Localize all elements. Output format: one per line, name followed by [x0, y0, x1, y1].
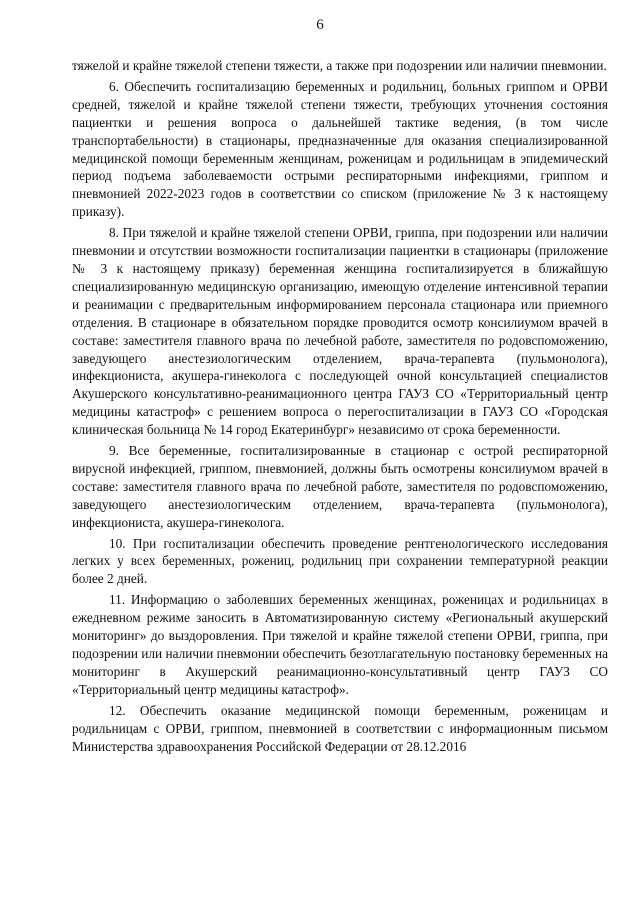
page-number: 6 — [316, 17, 324, 33]
document-body — [72, 57, 608, 758]
paragraph-item-9: 9. Все беременные, госпитализированные в стационар с острой респираторной вирусной инфекцией, гриппом, пневмонией, должны быть осмотрены консилиумом врачей в составе: заместителя главного врача по лечебной работе, заместителя по родовспоможению, заведующего анестезиологическим отделением, врача-терапевта (пульмонолога), инфекциониста, акушера-гинеколога. — [72, 443, 608, 530]
paragraph-item-8: 8. При тяжелой и крайне тяжелой степени ОРВИ, гриппа, при подозрении или наличии пневмонии и отсутствии возможности госпитализации пациентки в стационары (приложение № 3 к настоящему приказу) беременная женщина госпитализируется в ближайшую специализированную медицинскую организацию, имеющую отделение интенсивной терапии и реанимации с предварительным информированием персонала стационара или приемного отделения. В стационаре в обязательном порядке проводится осмотр консилиумом врачей в составе: заместителя главного врача по лечебной работе, заместителя по родовспоможению, заведующего анестезиологическим отделением, врача-терапевта (пульмонолога), инфекциониста, акушера-гинеколога с последующей очной консультацией специалистов Акушерского консультативно-реанимационного центра ГАУЗ СО «Территориальный центр медицины катастроф» с решением вопроса о перегоспитализации в ГАУЗ СО «Городская клиническая больница № 14 город Екатеринбург» независимо от срока беременности. — [72, 225, 608, 438]
paragraph-continuation: тяжелой и крайне тяжелой степени тяжести, а также при подозрении или наличии пневмонии. — [72, 58, 607, 73]
paragraph-item-6: 6. Обеспечить госпитализацию беременных и родильниц, больных гриппом и ОРВИ средней, тяжелой и крайне тяжелой степени тяжести, требующих уточнения состояния пациентки и решения вопроса о дальнейшей тактике ведения, (в том числе транспортабельности) в стационары, предназначенные для оказания специализированной медицинской помощи беременным женщинам, роженицам и родильницам в эпидемический период подъема заболеваемости острыми респираторными инфекциями, гриппом и пневмонией 2022-2023 годов в соответствии со списком (приложение № 3 к настоящему приказу). — [72, 78, 608, 220]
paragraph-item-12: 12. Обеспечить оказание медицинской помощи беременным, роженицам и родильницам с ОРВИ, гриппом, пневмонией в соответствии с информационным письмом Министерства здравоохранения Российской Федерации от 28.12.2016 — [72, 702, 608, 754]
paragraph-item-11: 11. Информацию о заболевших беременных женщинах, роженицах и родильницах в ежедневном режиме заносить в Автоматизированную систему «Региональный акушерский мониторинг» до выздоровления. При тяжелой и крайне тяжелой степени ОРВИ, гриппа, при подозрении или наличии пневмонии обеспечить безотлагательную постановку беременных на мониторинг в Акушерский реанимационно-консультативный центр ГАУЗ СО «Территориальный центр медицины катастроф». — [72, 592, 609, 697]
paragraph-item-10: 10. При госпитализации обеспечить проведение рентгенологического исследования легких у всех беременных, рожениц, родильниц при сохранении температурной реакции более 2 дней. — [72, 535, 608, 587]
